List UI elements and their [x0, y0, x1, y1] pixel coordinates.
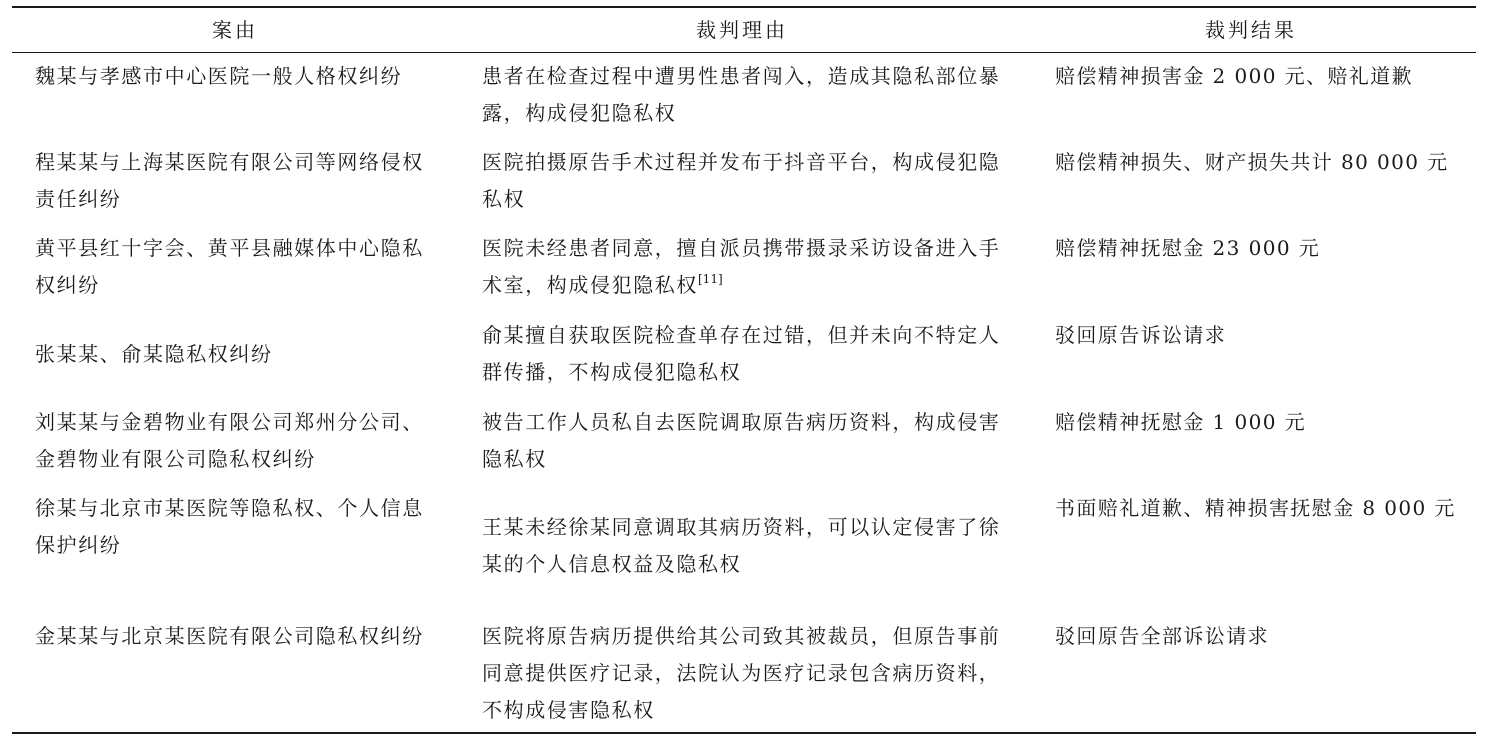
row-1-case: 魏某与孝感市中心医院一般人格权纠纷 — [35, 64, 403, 88]
row-1-reason: 患者在检查过程中遭男性患者闯入，造成其隐私部位暴露，构成侵犯隐私权 — [482, 64, 1001, 125]
citation-ref: [11] — [698, 272, 723, 286]
table-top-rule — [12, 6, 1476, 8]
row-6-reason: 王某未经徐某同意调取其病历资料，可以认定侵害了徐某的个人信息权益及隐私权 — [482, 515, 1001, 576]
row-2-reason: 医院拍摄原告手术过程并发布于抖音平台，构成侵犯隐私权 — [482, 150, 1001, 211]
row-3-reason — [482, 230, 1010, 304]
row-4-result: 驳回原告诉讼请求 — [1055, 323, 1227, 347]
row-3-case: 黄平县红十字会、黄平县融媒体中心隐私权纠纷 — [35, 236, 424, 297]
row-2-result: 赔偿精神损失、财产损失共计 80 000 元 — [1055, 150, 1449, 174]
row-3-result: 赔偿精神抚慰金 23 000 元 — [1055, 236, 1321, 260]
row-5-result: 赔偿精神抚慰金 1 000 元 — [1055, 410, 1306, 434]
row-7-case: 金某某与北京某医院有限公司隐私权纠纷 — [35, 624, 424, 648]
row-5-case: 刘某某与金碧物业有限公司郑州分公司、金碧物业有限公司隐私权纠纷 — [35, 410, 424, 471]
row-4-reason: 俞某擅自获取医院检查单存在过错，但并未向不特定人群传播，不构成侵犯隐私权 — [482, 323, 1001, 384]
header-reason: 裁判理由 — [696, 18, 788, 42]
header-case: 案由 — [212, 18, 258, 42]
table-bottom-rule — [12, 732, 1476, 734]
row-7-reason: 医院将原告病历提供给其公司致其被裁员，但原告事前同意提供医疗记录，法院认为医疗记录包含病历资料，不构成侵害隐私权 — [482, 624, 1001, 722]
row-6-case: 徐某与北京市某医院等隐私权、个人信息保护纠纷 — [35, 496, 424, 557]
table-header-rule — [12, 52, 1476, 53]
header-result: 裁判结果 — [1205, 18, 1297, 42]
row-4-case: 张某某、俞某隐私权纠纷 — [35, 342, 273, 366]
row-7-result: 驳回原告全部诉讼请求 — [1055, 624, 1269, 648]
row-3-reason-text: 医院未经患者同意，擅自派员携带摄录采访设备进入手术室，构成侵犯隐私权 — [482, 236, 1001, 297]
row-2-case: 程某某与上海某医院有限公司等网络侵权责任纠纷 — [35, 150, 424, 211]
row-1-result: 赔偿精神损害金 2 000 元、赔礼道歉 — [1055, 64, 1413, 88]
row-6-result: 书面赔礼道歉、精神损害抚慰金 8 000 元 — [1055, 496, 1456, 520]
row-5-reason: 被告工作人员私自去医院调取原告病历资料，构成侵害隐私权 — [482, 410, 1001, 471]
judgment-table — [12, 6, 1476, 736]
